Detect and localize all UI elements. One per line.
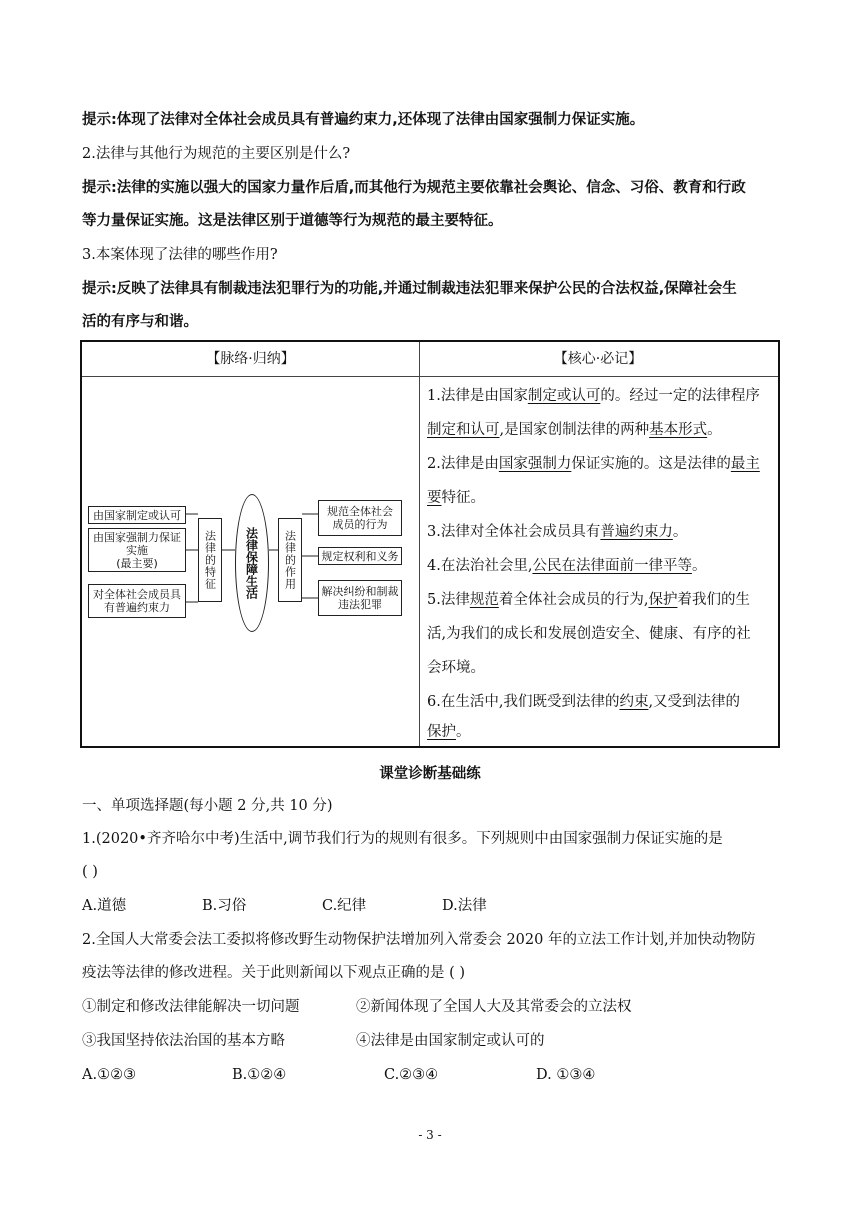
q1-option-b: B.习俗 bbox=[202, 898, 247, 914]
role-box-regulate bbox=[318, 500, 402, 536]
exercise-title: 课堂诊断基础练 bbox=[379, 766, 481, 782]
q2-item-1: ①制定和修改法律能解决一切问题 bbox=[82, 999, 300, 1015]
hint-3-line-2: 活的有序与和谐。 bbox=[82, 314, 198, 330]
question-3: 3.本案体现了法律的哪些作用? bbox=[82, 247, 278, 263]
q2-option-c: C.②③④ bbox=[384, 1067, 439, 1083]
roles-label-box: 法律的作用 bbox=[278, 518, 302, 602]
question-1-line-1: 1.(2020•齐齐哈尔中考)生活中,调节我们行为的规则有很多。下列规则中由国家强制力保证实施的是 bbox=[82, 831, 723, 847]
role-box-resolve-line1: 解决纠纷和制裁 bbox=[321, 585, 399, 598]
role-box-resolve bbox=[318, 580, 402, 616]
note-6-line-1: 6.在生活中,我们既受到法律的约束,又受到法律的 bbox=[427, 694, 741, 710]
role-box-rights: 规定权利和义务 bbox=[318, 547, 402, 565]
center-ellipse: 法律保障生活 bbox=[235, 494, 269, 632]
left-header: 【脉络·归纳】 bbox=[206, 351, 295, 367]
note-1-line-1: 1.法律是由国家制定或认可的。经过一定的法律程序 bbox=[427, 388, 760, 404]
q2-item-2: ②新闻体现了全国人大及其常委会的立法权 bbox=[356, 999, 632, 1015]
note-2-line-2: 要特征。 bbox=[427, 490, 485, 506]
q1-option-c: C.纪律 bbox=[322, 898, 367, 914]
note-5-line-2: 活,为我们的成长和发展创造安全、健康、有序的社 bbox=[427, 626, 751, 642]
hint-1: 提示:体现了法律对全体社会成员具有普遍约束力,还体现了法律由国家强制力保证实施。 bbox=[82, 112, 645, 128]
note-5-line-3: 会环境。 bbox=[427, 660, 485, 676]
note-4: 4.在法治社会里,公民在法律面前一律平等。 bbox=[427, 558, 707, 574]
q1-option-a: A.道德 bbox=[82, 898, 127, 914]
note-1-line-2: 制定和认可,是国家创制法律的两种基本形式。 bbox=[427, 422, 722, 438]
note-3: 3.法律对全体社会成员具有普遍约束力。 bbox=[427, 524, 688, 540]
note-2-line-1: 2.法律是由国家强制力保证实施的。这是法律的最主 bbox=[427, 456, 760, 472]
q1-option-d: D.法律 bbox=[442, 898, 487, 914]
question-2-line-2: 疫法等法律的修改进程。关于此则新闻以下观点正确的是 ( ) bbox=[82, 965, 466, 981]
page-number: - 3 - bbox=[418, 1128, 442, 1142]
right-header: 【核心·必记】 bbox=[553, 351, 643, 367]
q2-item-4: ④法律是由国家制定或认可的 bbox=[356, 1033, 545, 1049]
feature-box-binding bbox=[88, 584, 186, 618]
feature-box-enforced bbox=[88, 528, 186, 572]
note-5-line-1: 5.法律规范着全体社会成员的行为,保护着我们的生 bbox=[427, 592, 750, 608]
question-2: 2.法律与其他行为规范的主要区别是什么? bbox=[82, 146, 351, 162]
feature-box-binding-line2: 有普遍约束力 bbox=[104, 601, 170, 614]
feature-box-enforced-line2: 实施 bbox=[126, 543, 148, 557]
q2-option-d: D. ①③④ bbox=[536, 1067, 596, 1083]
role-box-regulate-line2: 成员的行为 bbox=[332, 518, 388, 531]
feature-box-binding-line1: 对全体社会成员具 bbox=[93, 588, 181, 601]
q2-option-a: A.①②③ bbox=[82, 1067, 137, 1083]
hint-2-line-2: 等力量保证实施。这是法律区别于道德等行为规范的最主要特征。 bbox=[82, 213, 503, 229]
summary-table bbox=[80, 340, 780, 748]
question-2-line-1: 2.全国人大常委会法工委拟将修改野生动物保护法增加列入常委会 2020 年的立法工作计划,并加快动物防 bbox=[82, 932, 756, 948]
hint-2-line-1: 提示:法律的实施以强大的国家力量作后盾,而其他行为规范主要依靠社会舆论、信念、习俗、教育和行政 bbox=[82, 180, 746, 196]
q2-option-b: B.①②④ bbox=[232, 1067, 287, 1083]
feature-box-recognized: 由国家制定或认可 bbox=[88, 506, 186, 524]
section-heading: 一、单项选择题(每小题 2 分,共 10 分) bbox=[82, 798, 333, 814]
hint-3-line-1: 提示:反映了法律具有制裁违法犯罪行为的功能,并通过制裁违法犯罪来保护公民的合法权益,保障社会生 bbox=[82, 281, 737, 297]
question-1-line-2: ( ) bbox=[82, 864, 98, 880]
feature-box-enforced-line3: (最主要) bbox=[116, 556, 158, 570]
role-box-regulate-line1: 规范全体社会 bbox=[327, 505, 393, 518]
feature-box-enforced-line1: 由国家强制力保证 bbox=[93, 530, 181, 544]
role-box-resolve-line2: 违法犯罪 bbox=[338, 598, 382, 611]
table-column-divider bbox=[419, 342, 420, 746]
q2-item-3: ③我国坚持依法治国的基本方略 bbox=[82, 1033, 285, 1049]
note-6-line-2: 保护。 bbox=[427, 724, 471, 740]
features-label-box: 法律的特征 bbox=[198, 518, 222, 602]
